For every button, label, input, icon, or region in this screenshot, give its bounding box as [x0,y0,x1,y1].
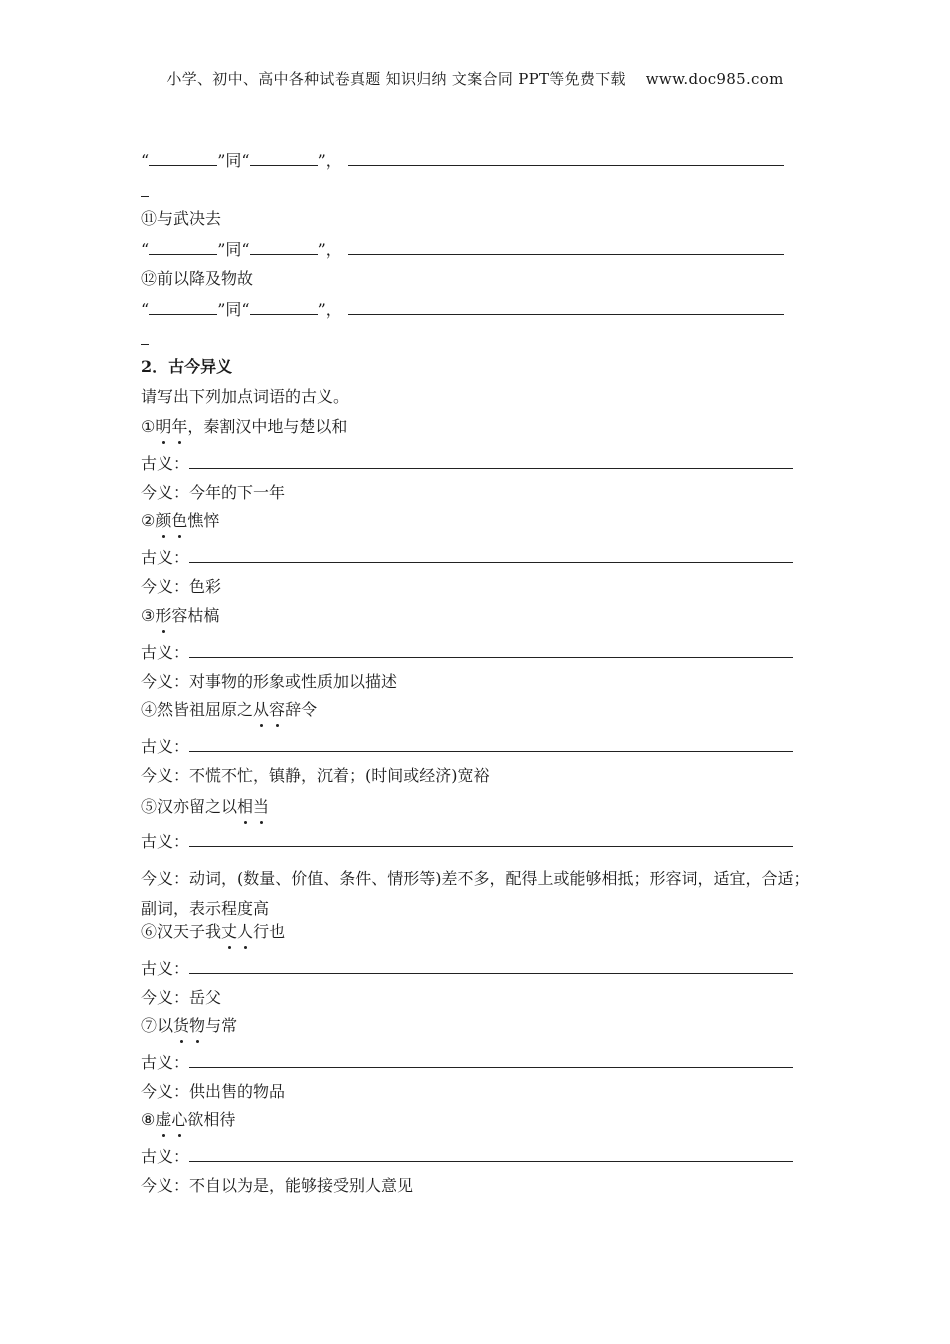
ancient-meaning-blank[interactable] [189,1146,793,1162]
modern-meaning-text: 不自以为是，能够接受别人意见 [189,1176,414,1195]
modern-meaning-line [141,988,221,1008]
ancient-label: 古义： [141,548,190,567]
sentence-item [141,700,317,720]
modern-meaning-text: 岳父 [189,988,222,1007]
ancient-label: 古义： [141,737,190,756]
header-site: www.doc985.com [645,70,784,88]
blank-char-b[interactable] [250,239,318,255]
sentence-post: 辞令 [285,700,318,719]
section-title: 2．古今异义 [141,357,233,376]
modern-label: 今义： [141,869,190,888]
sentence-post: 与常 [205,1016,238,1035]
ancient-meaning-blank[interactable] [189,642,793,658]
ancient-label: 古义： [141,832,190,851]
ancient-meaning-line [141,736,793,757]
modern-label: 今义： [141,766,190,785]
sentence-post: 容枯槁 [171,606,220,625]
sentence-post: 欲相待 [187,1110,236,1129]
tongjia-item-12: ⑫前以降及物故 [141,269,254,288]
modern-meaning-text: 今年的下一年 [189,483,286,502]
ancient-label: 古义： [141,1147,190,1166]
dotted-char: 当 [253,797,270,816]
blank-meaning[interactable] [348,239,784,255]
ancient-meaning-line [141,453,793,474]
dotted-char: 明 [155,417,172,436]
modern-meaning-line [141,864,811,924]
sentence-num: ⑥ [141,922,158,941]
sentence-post: 憔悴 [187,511,220,530]
wrap-dash [141,344,149,345]
blank-char-a[interactable] [149,299,217,315]
sentence-post: 行也 [253,922,286,941]
ancient-meaning-blank[interactable] [189,831,793,847]
dotted-char: 颜 [155,511,172,530]
modern-meaning-text: 供出售的物品 [189,1082,286,1101]
page-header [0,68,950,89]
sentence-item [141,606,219,626]
sentence-item [141,1110,235,1130]
modern-meaning-line [141,672,397,692]
modern-meaning-text: 色彩 [189,577,222,596]
dotted-char: 人 [237,922,254,941]
ancient-meaning-line [141,642,793,663]
dotted-char: 色 [171,511,188,530]
modern-label: 今义： [141,577,190,596]
ancient-meaning-line [141,547,793,568]
sentence-pre: 以 [157,1016,174,1035]
sentence-num: ① [141,417,156,436]
dotted-char: 相 [237,797,254,816]
modern-label: 今义： [141,483,190,502]
tongjia-item-11: ⑪与武决去 [141,209,222,228]
blank-char-a[interactable] [149,239,217,255]
blank-char-b[interactable] [250,150,318,166]
sentence-num: ② [141,511,156,530]
dotted-char: 虚 [155,1110,172,1129]
fill-line-11: “ ”同“ ”， [141,239,784,260]
ancient-label: 古义： [141,454,190,473]
modern-meaning-line [141,1082,285,1102]
fill-line-12: “ ”同“ ”， [141,299,784,320]
sentence-num: ④ [141,700,158,719]
modern-label: 今义： [141,988,190,1007]
modern-meaning-line [141,766,490,786]
dotted-char: 年 [171,417,188,436]
modern-meaning-line [141,1176,413,1196]
modern-label: 今义： [141,672,190,691]
blank-meaning[interactable] [348,150,784,166]
modern-label: 今义： [141,1082,190,1101]
ancient-label: 古义： [141,1053,190,1072]
dotted-char: 容 [269,700,286,719]
ancient-meaning-blank[interactable] [189,736,793,752]
sentence-item [141,922,285,942]
sentence-num: ⑤ [141,797,158,816]
dotted-char: 形 [155,606,172,625]
ancient-meaning-blank[interactable] [189,547,793,563]
ancient-meaning-line [141,1146,793,1167]
modern-label: 今义： [141,1176,190,1195]
ancient-meaning-line [141,1052,793,1073]
ancient-label: 古义： [141,643,190,662]
sentence-num: ③ [141,606,156,625]
dotted-char: 丈 [221,922,238,941]
dotted-char: 从 [253,700,270,719]
modern-meaning-text: 动词，(数量、价值、条件、情形等)差不多，配得上或能够相抵；形容词，适宜，合适；副词，表示程度高 [141,869,810,918]
sentence-post: ，秦割汉中地与楚以和 [187,417,348,436]
ancient-meaning-line [141,831,793,852]
blank-char-a[interactable] [149,150,217,166]
header-text: 小学、初中、高中各种试卷真题 知识归纳 文案合同 PPT等免费下载 [166,70,626,88]
modern-meaning-line [141,577,221,597]
sentence-num: ⑦ [141,1016,158,1035]
wrap-dash [141,196,149,197]
blank-char-b[interactable] [250,299,318,315]
dotted-char: 物 [189,1016,206,1035]
sentence-num: ⑧ [141,1110,156,1129]
modern-meaning-line [141,483,285,503]
sentence-pre: 汉天子我 [157,922,222,941]
fill-line-10: “ ”同“ ”， [141,150,784,171]
sentence-item [141,1016,237,1036]
sentence-pre: 汉亦留之以 [157,797,238,816]
section-instruction: 请写出下列加点词语的古义。 [141,387,350,406]
blank-meaning[interactable] [348,299,784,315]
ancient-label: 古义： [141,959,190,978]
modern-meaning-text: 对事物的形象或性质加以描述 [189,672,398,691]
ancient-meaning-blank[interactable] [189,958,793,974]
modern-meaning-text: 不慌不忙，镇静，沉着；(时间或经济)宽裕 [189,766,490,785]
dotted-char: 心 [171,1110,188,1129]
sentence-item [141,511,219,531]
sentence-pre: 然皆祖屈原之 [157,700,254,719]
sentence-item [141,797,269,817]
sentence-item [141,417,347,437]
ancient-meaning-blank[interactable] [189,453,793,469]
dotted-char: 货 [173,1016,190,1035]
ancient-meaning-blank[interactable] [189,1052,793,1068]
ancient-meaning-line [141,958,793,979]
